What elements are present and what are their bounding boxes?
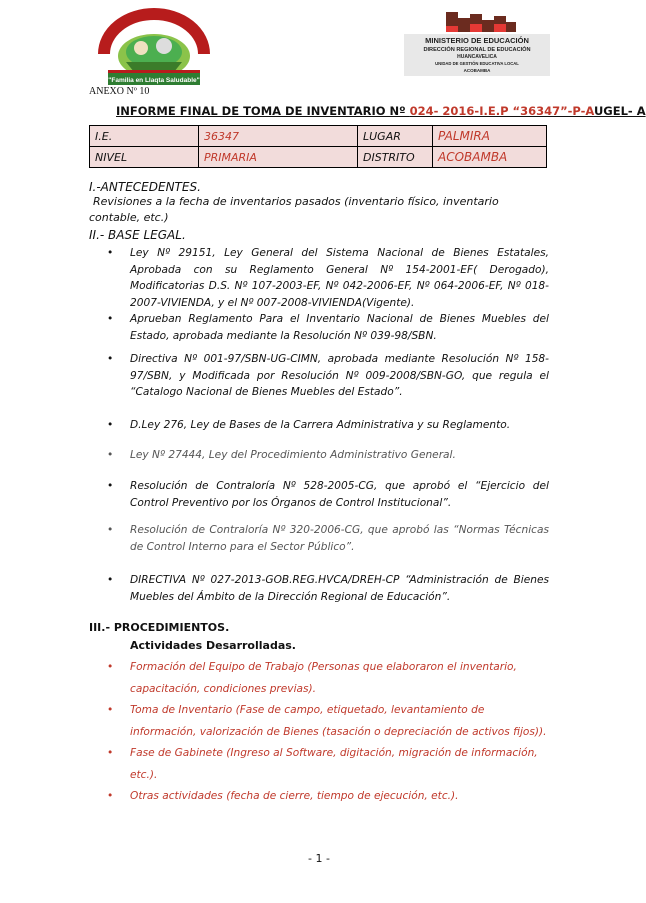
list-item: • Otras actividades (fecha de cierre, tiempo de ejecución, etc.). [107,790,459,802]
logo-ugel-name: ACOBAMBA [463,68,491,73]
table-cell: I.E. [90,126,199,147]
list-item: • Ley Nº 29151, Ley General del Sistema Nacional de Bienes Estatales, Aprobada con su Reglamento General Nº 154-2001-EF( Derogado), Modificatorias D.S. Nº 107-2003-EF, Nº 042-2006-EF, Nº 064-2006-EF, Nº 018-2007-VIVIENDA, y el Nº 007-2008-VIVIENDA(Vigente). [107,247,549,309]
base-legal-list [89,572,549,605]
table-cell: 36347 [199,126,358,147]
table-row [90,147,547,168]
page-number: - 1 - [308,852,330,865]
logo-slogan: "Familia en Llaqta Saludable" [108,77,200,84]
list-item: • Resolución de Contraloría Nº 528-2005-CG, que aprobó el “Ejercicio del Control Preventivo por los Órganos de Control Institucional”. [107,480,549,509]
list-item: • Fase de Gabinete (Ingreso al Software, digitación, migración de información, etc.). [107,747,538,781]
title-part-2: 024- 2016-I.E.P “36347”-P-A [409,104,594,118]
ministry-education-logo [404,12,550,76]
table-row [90,126,547,147]
antecedentes-heading: I.-ANTECEDENTES. [89,180,201,194]
antecedentes-text: Revisiones a la fecha de inventarios pasados (inventario físico, inventario contable, etc.) [89,195,499,224]
regional-government-logo [94,10,214,90]
annex-number: ANEXO Nº 10 [89,86,150,97]
procedimientos-heading: III.- PROCEDIMIENTOS. [89,621,230,634]
activities-list [89,657,549,808]
list-item: • D.Ley 276, Ley de Bases de la Carrera Administrativa y su Reglamento. [107,419,511,431]
base-legal-list [89,447,549,464]
list-item: • Resolución de Contraloría Nº 320-2006-CG, que aprobó las “Normas Técnicas de Control Interno para el Sector Público”. [107,524,549,553]
report-title [116,104,646,118]
title-part-1: INFORME FINAL DE TOMA DE INVENTARIO Nº [116,104,410,118]
base-legal-list [89,311,549,344]
base-legal-list [89,245,549,311]
table-cell: PRIMARIA [199,147,358,168]
activities-subheading: Actividades Desarrolladas. [130,639,296,652]
list-item: • Toma de Inventario (Fase de campo, etiquetado, levantamiento de información, valorización de Bienes (tasación o depreciación de activos fijos)). [107,704,547,738]
table-cell: DISTRITO [358,147,433,168]
list-item: • Aprueban Reglamento Para el Inventario Nacional de Bienes Muebles del Estado, aprobada mediante la Resolución Nº 039-98/SBN. [107,313,549,342]
base-legal-list [89,417,549,434]
logo-dre: DIRECCIÓN REGIONAL DE EDUCACIÓN [423,47,531,53]
table-cell: LUGAR [358,126,433,147]
table-cell: ACOBAMBA [433,147,547,168]
list-item: • Ley Nº 27444, Ley del Procedimiento Administrativo General. [107,449,456,461]
title-part-3: UGEL- A [593,104,646,118]
table-cell: PALMIRA [433,126,547,147]
logo-ministry-name: MINISTERIO DE EDUCACIÓN [425,36,529,45]
base-legal-heading: II.- BASE LEGAL. [89,228,186,242]
table-cell: NIVEL [90,147,199,168]
list-item: • Formación del Equipo de Trabajo (Personas que elaboraron el inventario, capacitación, condiciones previas). [107,661,517,695]
list-item: • Directiva Nº 001-97/SBN-UG-CIMN, aprobada mediante Resolución Nº 158-97/SBN, y Modificada por Resolución Nº 009-2008/SBN-GO, que regula el “Catalogo Nacional de Bienes Muebles del Estado”. [107,353,549,398]
institution-info-table [89,125,547,168]
base-legal-list [89,522,549,555]
base-legal-list [89,478,549,511]
logo-ugel: UNIDAD DE GESTIÓN EDUCATIVA LOCAL [435,61,519,66]
base-legal-list [89,351,549,401]
antecedentes-section [89,180,549,226]
logo-region: HUANCAVELICA [457,54,497,60]
list-item: • DIRECTIVA Nº 027-2013-GOB.REG.HVCA/DREH-CP “Administración de Bienes Muebles del Ámbito de la Dirección Regional de Educación”. [107,574,549,603]
